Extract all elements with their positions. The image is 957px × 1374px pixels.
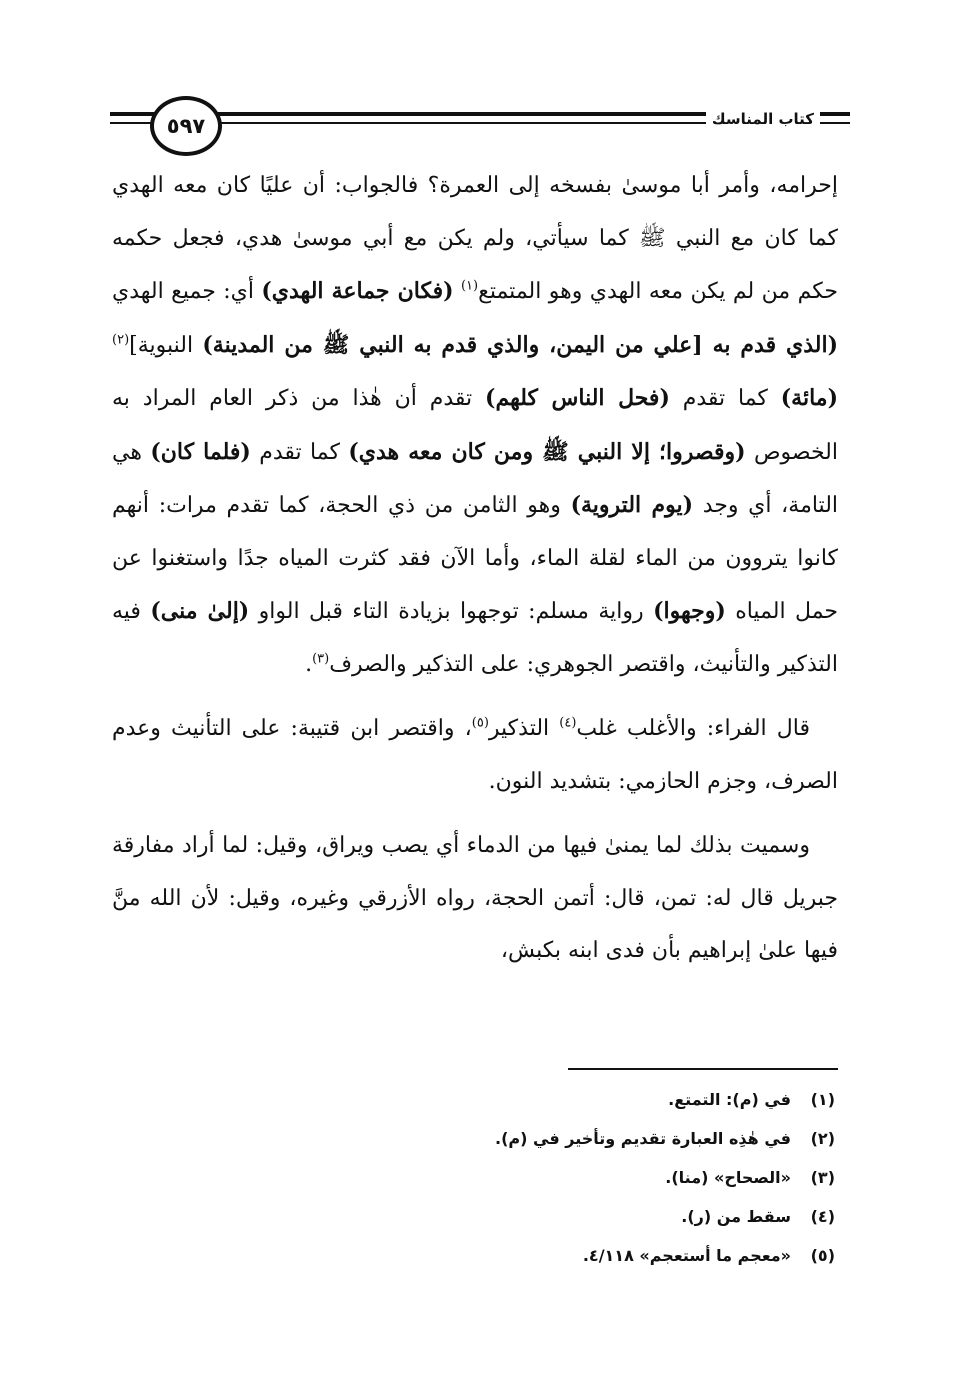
footnote-4 (135, 1197, 835, 1236)
text-run: إحرامه، وأمر أبا موسىٰ بفسخه إلى العمرة؟ فالجواب: أن عليًا كان معه الهدي كما كان مع النبي ﷺ كما سيأتي، ولم يكن مع أبي موسىٰ هدي، فجعل حكمه حكم من لم يكن معه الهدي وهو المتمتع (112, 173, 839, 304)
paragraph-1 (112, 160, 838, 691)
bold-quote: (فلما كان) (150, 438, 251, 465)
bold-quote: (فكان جماعة الهدي) (261, 278, 454, 304)
page-number: ٥٩٧ (150, 96, 222, 156)
text-run: وسميت بذلك لما يمنىٰ فيها من الدماء أي يصب ويراق، وقيل: لما أراد مفارقة جبريل قال له: تمن، قال: أتمن الحجة، رواه الأزرقي وغيره، وقيل: لأن الله منَّ فيها علىٰ إبراهيم بأن فدى ابنه بكبش، (112, 833, 838, 963)
footnote-text: سقط من (ر). (681, 1207, 791, 1226)
text-run: تقدم أن هٰذا من ذكر العام المراد به الخصوص (112, 386, 838, 465)
text-run: . (305, 651, 313, 677)
bold-quote: (إلىٰ منى) (150, 598, 250, 624)
bold-quote: (وجهوا) (653, 598, 726, 624)
text-run: أي: جميع الهدي (112, 279, 262, 304)
footnote-separator (568, 1068, 838, 1070)
paragraph-2 (112, 703, 838, 808)
text-run: هي التامة، أي وجد (112, 439, 839, 518)
text-run: التذكير (488, 716, 560, 741)
footnote-number: (٣) (810, 1168, 835, 1187)
main-text (112, 160, 838, 978)
text-run (454, 279, 461, 304)
footnote-ref: (٢) (112, 332, 130, 348)
footnote-1 (135, 1080, 835, 1119)
bold-quote: (مائة) (780, 385, 838, 411)
footnote-number: (٥) (810, 1246, 835, 1265)
footnote-5 (135, 1236, 835, 1275)
running-title: كتاب المناسك (706, 110, 820, 128)
text-run: فيه التذكير والتأنيث، واقتصر الجوهري: على التذكير والصرف (112, 599, 838, 677)
footnote-text: «معجم ما أستعجم» ٤/١١٨. (582, 1246, 791, 1265)
footnote-number: (٤) (810, 1207, 835, 1226)
text-run: ، واقتصر ابن قتيبة: على التأنيث وعدم الصرف، وجزم الحازمي: بتشديد النون. (112, 716, 838, 794)
text-run: وهو الثامن من ذي الحجة، كما تقدم مرات: أنهم كانوا يتروون من الماء لقلة الماء، وأما الآن فقد كثرت المياه جدًا واستغنوا عن حمل المياه (112, 493, 839, 624)
bold-quote: (وقصروا؛ إلا النبي ﷺ ومن كان معه هدي) (348, 438, 746, 465)
footnote-ref: (٤) (559, 715, 577, 731)
text-run: كما تقدم (669, 386, 781, 411)
text-run: كما تقدم (250, 439, 349, 465)
page-header (110, 88, 850, 168)
paragraph-3 (112, 820, 838, 978)
footnote-2 (135, 1119, 835, 1158)
text-run: رواية مسلم: توجهوا بزيادة التاء قبل الواو (249, 599, 654, 624)
text-run: قال الفراء: والأغلب غلب (576, 716, 810, 741)
footnote-text: «الصحاح» (منا). (665, 1168, 791, 1187)
text-run: النبوية] (129, 332, 203, 358)
footnote-ref: (٣) (312, 651, 330, 667)
footnote-3 (135, 1158, 835, 1197)
bold-quote: (الذي قدم به [علي من اليمن، والذي قدم به النبي ﷺ من المدينة) (202, 331, 839, 358)
footnotes (135, 1080, 835, 1275)
footnote-text: في (م): التمتع. (668, 1090, 791, 1109)
footnote-ref: (١) (460, 278, 479, 294)
footnote-number: (١) (810, 1090, 835, 1109)
bold-quote: (فحل الناس كلهم) (485, 385, 670, 411)
footnote-number: (٢) (810, 1129, 835, 1148)
bold-quote: (يوم التروية) (570, 492, 694, 518)
footnote-ref: (٥) (471, 715, 489, 731)
footnote-text: في هٰذِه العبارة تقديم وتأخير في (م). (495, 1129, 791, 1148)
